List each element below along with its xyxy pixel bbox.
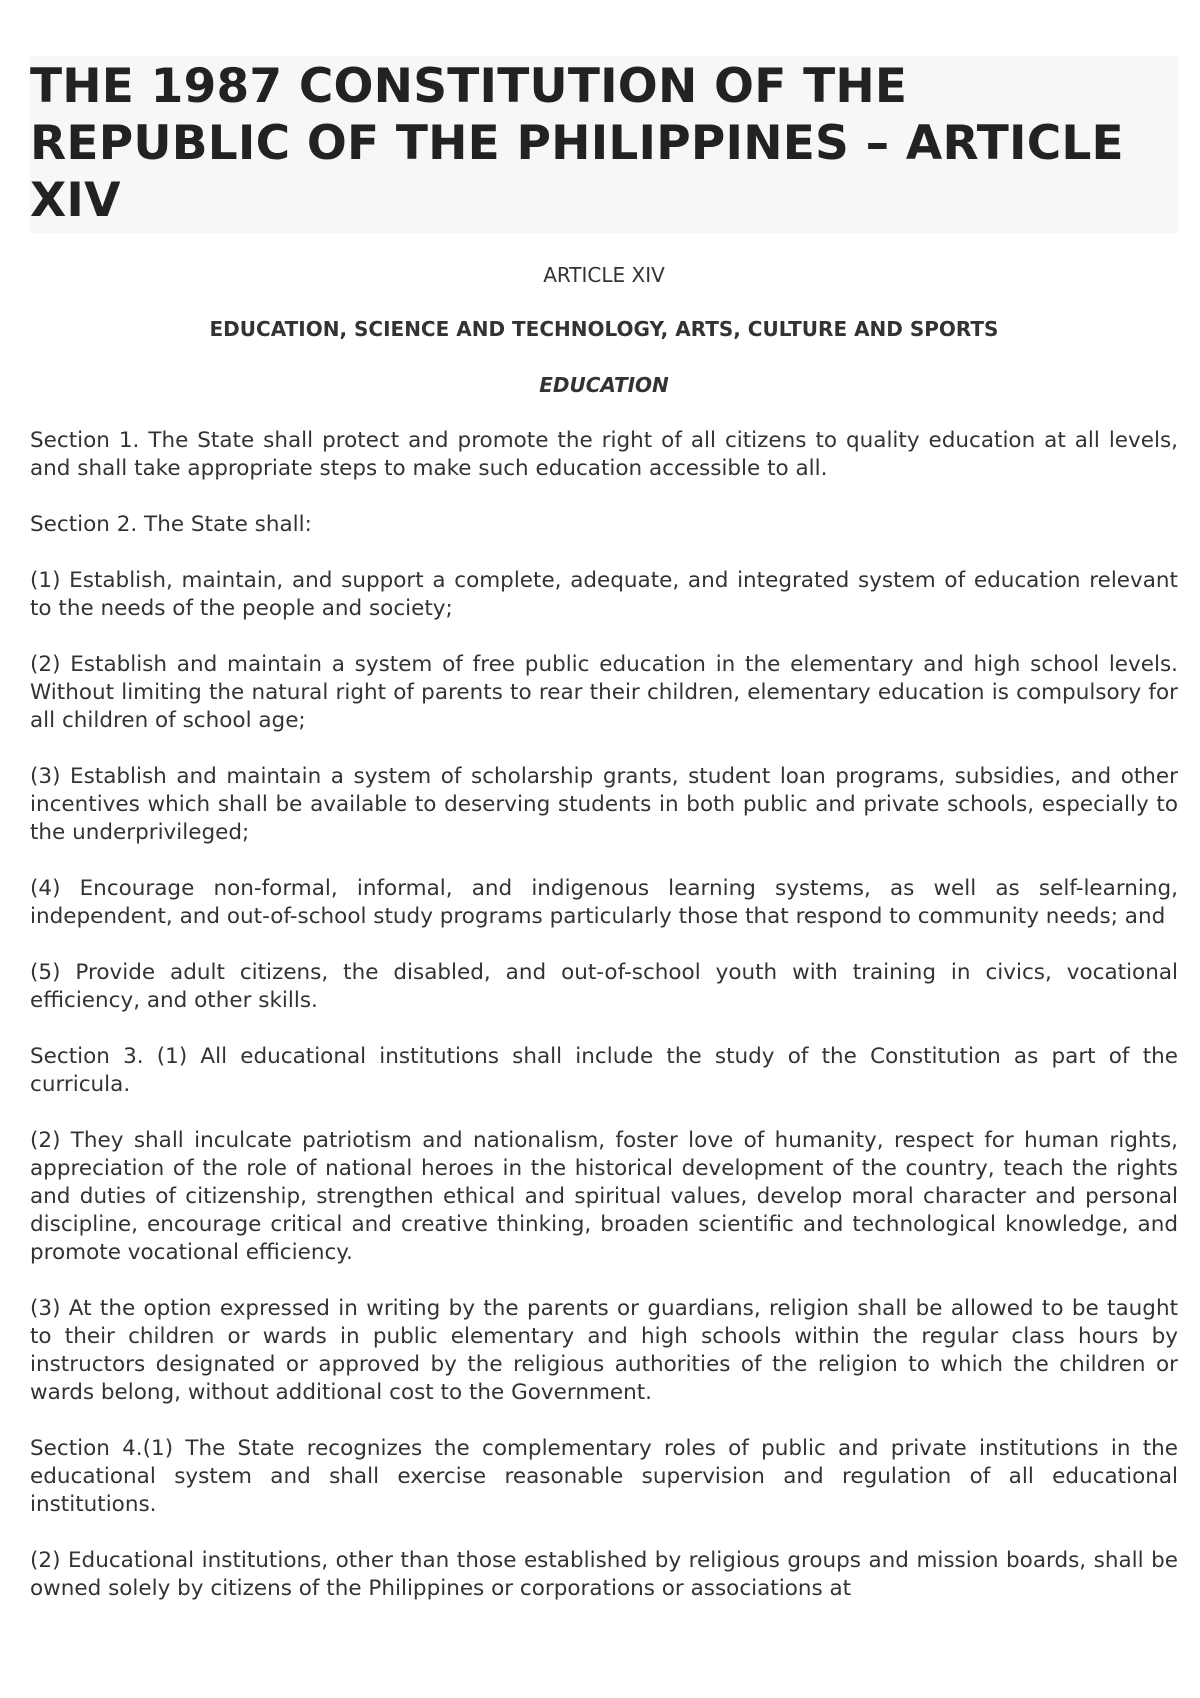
section-2-item-1: (1) Establish, maintain, and support a complete, adequate, and integrated system of education relevant to the needs of the people and society;: [30, 568, 1178, 621]
section-2-item-5: (5) Provide adult citizens, the disabled, and out-of-school youth with training in civics, vocational efficiency, and other skills.: [30, 960, 1178, 1013]
document-title: THE 1987 CONSTITUTION OF THE REPUBLIC OF THE PHILIPPINES – ARTICLE XIV: [30, 59, 1124, 228]
section-4-item-2: (2) Educational institutions, other than those established by religious groups and mission boards, shall be owned solely by citizens of the Philippines or corporations or associations at: [30, 1548, 1178, 1601]
article-label: ARTICLE XIV: [543, 263, 665, 287]
article-name: EDUCATION, SCIENCE AND TECHNOLOGY, ARTS, CULTURE AND SPORTS: [209, 317, 999, 341]
section-2-item-3: (3) Establish and maintain a system of scholarship grants, student loan programs, subsidies, and other incentives which shall be available to deserving students in both public and private schools, especially to the underprivileged;: [30, 764, 1178, 845]
subsection-heading: EDUCATION: [539, 373, 669, 397]
section-3-item-2: (2) They shall inculcate patriotism and nationalism, foster love of humanity, respect for human rights, appreciation of the role of national heroes in the historical development of the country, teach the rights and duties of citizenship, strengthen ethical and spiritual values, develop moral character and personal discipline, encourage critical and creative thinking, broaden scientific and technological knowledge, and promote vocational efficiency.: [30, 1128, 1178, 1265]
section-2-intro: Section 2. The State shall:: [30, 512, 312, 537]
body-text: [30, 427, 1178, 1603]
section-4-item-1: Section 4.(1) The State recognizes the complementary roles of public and private institutions in the educational system and shall exercise reasonable supervision and regulation of all educational institutions.: [30, 1436, 1178, 1517]
section-2-item-2: (2) Establish and maintain a system of free public education in the elementary and high school levels. Without limiting the natural right of parents to rear their children, elementary education is compulsory for all children of school age;: [30, 652, 1178, 733]
title-block: [30, 56, 1178, 233]
section-2-item-4: (4) Encourage non-formal, informal, and indigenous learning systems, as well as self-learning, independent, and out-of-school study programs particularly those that respond to community needs; and: [30, 876, 1178, 929]
section-3-item-3: (3) At the option expressed in writing by the parents or guardians, religion shall be allowed to be taught to their children or wards in public elementary and high schools within the regular class hours by instructors designated or approved by the religious authorities of the religion to which the children or wards belong, without additional cost to the Government.: [30, 1296, 1178, 1405]
section-1-paragraph: Section 1. The State shall protect and promote the right of all citizens to quality education at all levels, and shall take appropriate steps to make such education accessible to all.: [30, 428, 1178, 481]
document-page: [30, 56, 1178, 1631]
section-3-item-1: Section 3. (1) All educational institutions shall include the study of the Constitution as part of the curricula.: [30, 1044, 1178, 1097]
